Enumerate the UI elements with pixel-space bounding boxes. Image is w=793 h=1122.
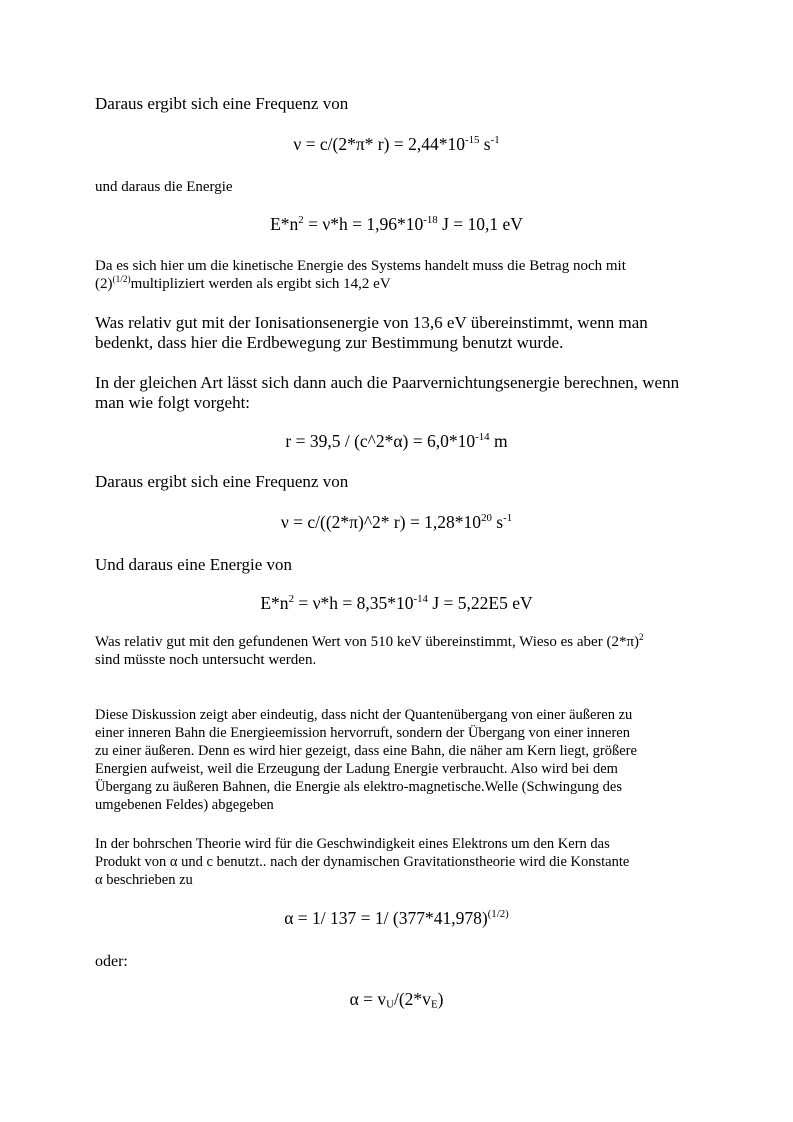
paragraph-pair-line1: In der gleichen Art lässt sich dann auch die Paarvernichtungsenergie berechnen, wenn xyxy=(95,373,680,392)
paragraph-pair-result-line1: Was relativ gut mit den gefundenen Wert von 510 keV übereinstimmt, Wieso es aber $(2*\pi)^2$ xyxy=(95,632,644,650)
equation-energy-2: $E*n^2 = \nu*h = 8,35*10^{-14}$ J = 5,22E5 eV xyxy=(260,592,533,613)
paragraph-bohr-line3: α beschrieben zu xyxy=(95,872,193,888)
paragraph-ionisation-line2: bedenkt, dass hier die Erdbewegung zur Bestimmung benutzt wurde. xyxy=(95,333,564,352)
paragraph-kinetic-line1: Da es sich hier um die kinetische Energie des Systems handelt muss die Betrag noch mit xyxy=(95,258,626,274)
paragraph-oder: oder: xyxy=(95,953,128,970)
paragraph-discussion-line2: einer inneren Bahn die Energieemission hervorruft, sondern der Übergang von einer inneren xyxy=(95,725,630,741)
equation-radius: r = 39,5 / (c^2*α) = $6,0*10^{-14}$ m xyxy=(285,430,508,451)
paragraph-discussion-line4: Energien aufweist, weil die Erzeugung der Ladung Energie verbraucht. Also wird bei dem xyxy=(95,761,618,777)
paragraph-pair-result-line2: sind müsste noch untersucht werden. xyxy=(95,652,317,668)
paragraph-bohr-line2: Produkt von α und c benutzt.. nach der dynamischen Gravitationstheorie wird die Konstante xyxy=(95,854,630,870)
paragraph-energy-intro: und daraus die Energie xyxy=(95,179,233,195)
paragraph-frequency-intro: Daraus ergibt sich eine Frequenz von xyxy=(95,94,349,113)
paragraph-frequency-intro-2: Daraus ergibt sich eine Frequenz von xyxy=(95,472,349,491)
equation-alpha: α = 1/ 137 = 1/ $(377*41,978)^{(1/2)}$ xyxy=(284,907,509,928)
paragraph-discussion-line5: Übergang zu äußeren Bahnen, die Energie als elektro-magnetische.Welle (Schwingung des xyxy=(95,779,622,795)
paragraph-pair-line2: man wie folgt vorgeht: xyxy=(95,393,251,412)
paragraph-bohr-line1: In der bohrschen Theorie wird für die Geschwindigkeit eines Elektrons um den Kern das xyxy=(95,836,610,852)
equation-frequency-1: ν = c/(2*π* $r) = 2,44*10^{-15}$ $s^{-1}$ xyxy=(293,133,500,154)
equation-frequency-2: ν = c/((2*π)^2* $r) = 1,28*10^{20}$ $s^{-1}$ xyxy=(280,511,513,532)
equation-energy-1: $E*n^2 = \nu*h = 1,96*10^{-18}$ J = 10,1 eV xyxy=(270,213,523,234)
paragraph-discussion-line6: umgebenen Feldes) abgegeben xyxy=(95,797,274,813)
paragraph-energy-intro-2: Und daraus eine Energie von xyxy=(95,555,293,574)
paragraph-kinetic-line2: $(2)^{(1/2)}multipliziert$ werden als ergibt sich 14,2 eV xyxy=(95,274,391,292)
equation-alpha-velocity: $\alpha = v_U/(2*v_E)$ xyxy=(349,989,444,1011)
paragraph-discussion-line1: Diese Diskussion zeigt aber eindeutig, dass nicht der Quantenübergang von einer äußeren zu xyxy=(95,707,633,723)
paragraph-ionisation-line1: Was relativ gut mit der Ionisationsenergie von 13,6 eV übereinstimmt, wenn man xyxy=(95,313,648,332)
paragraph-discussion-line3: zu einer äußeren. Denn es wird hier gezeigt, dass eine Bahn, die näher am Kern liegt, größere xyxy=(95,743,637,759)
